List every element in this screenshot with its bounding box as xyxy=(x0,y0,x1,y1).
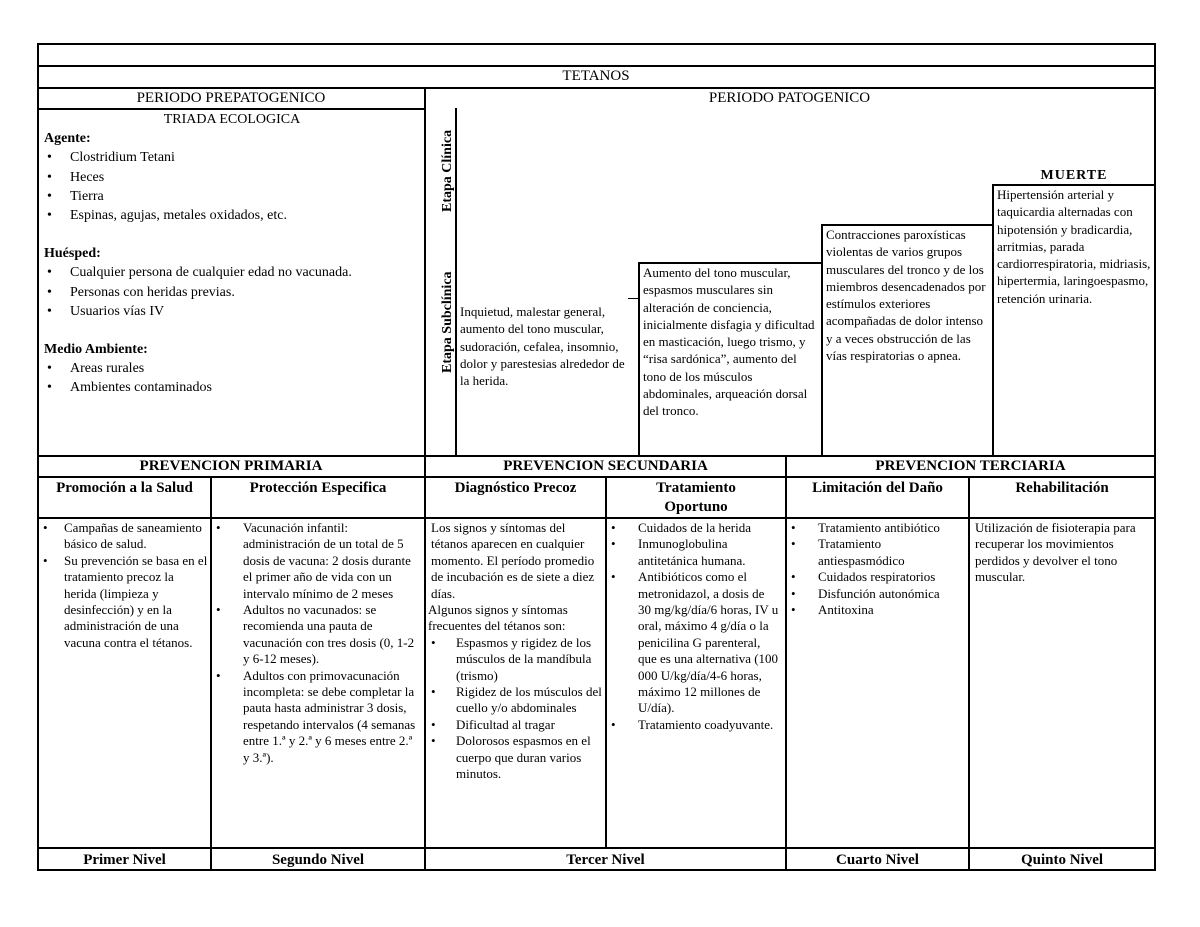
list-item: • Personas con heridas previas. xyxy=(44,283,420,302)
list-item: • Adultos no vacunados: se recomienda una pauta de vacunación con tres dosis (0, 1-2 y 6-12 meses). xyxy=(213,602,416,668)
etapa-clinica-label: Etapa Clínica xyxy=(440,129,455,212)
huesped-list xyxy=(44,263,420,321)
list-item: • Campañas de saneamiento básico de salud. xyxy=(40,520,208,553)
huesped-label: Huésped: xyxy=(44,246,101,262)
periodo-patogenico-header: PERIODO PATOGENICO xyxy=(708,90,871,106)
stage-2-text: Aumento del tono muscular, espasmos musculares sin alteración de conciencia, inicialmente disfagia y dificultad en masticación, luego trismo, y “risa sardónica”, aumento del tono de los músculos abdominales, arqueación dorsal del tronco. xyxy=(643,265,815,419)
list-item: • Vacunación infantil: administración de un total de 5 dosis de vacuna: 2 dosis durante el primer año de vida con un intervalo mínimo de 2 meses xyxy=(213,520,416,602)
list-item: • Clostridium Tetani xyxy=(44,148,420,167)
list-item: • Rigidez de los músculos del cuello y/o abdominales xyxy=(428,684,603,717)
col-proteccion-header: Protección Especifica xyxy=(249,480,387,496)
col-promocion-header: Promoción a la Salud xyxy=(56,480,193,496)
periodo-prepatogenico-header: PERIODO PREPATOGENICO xyxy=(136,90,326,106)
col-diagnostico-header: Diagnóstico Precoz xyxy=(454,480,577,496)
stage-3-text: Contracciones paroxísticas violentas de varios grupos musculares del tronco y de los miembros desencadenados por estímulos exteriores acompañadas de dolor intenso y a veces obstrucción de las vías respiratorias o apnea. xyxy=(826,227,986,364)
list-item: • Dolorosos espasmos en el cuerpo que duran varios minutos. xyxy=(428,733,603,782)
list-item: • Espasmos y rigidez de los músculos de la mandíbula (trismo) xyxy=(428,635,603,684)
list-item: • Antibióticos como el metronidazol, a dosis de 30 mg/kg/día/6 horas, IV u oral, máximo 4 g/día o la penicilina G parenteral, que es una alternativa (100 000 U/kg/día/4-6 horas, máximo 12 millones de U/día). xyxy=(608,569,780,717)
ambiente-label: Medio Ambiente: xyxy=(44,342,148,358)
tratamiento-content xyxy=(608,520,784,733)
list-item: • Espinas, agujas, metales oxidados, etc. xyxy=(44,206,420,225)
prevencion-terciaria-header: PREVENCION TERCIARIA xyxy=(875,458,1066,474)
nivel-cuarto: Cuarto Nivel xyxy=(836,852,919,868)
diagnostico-intro: Los signos y síntomas del tétanos aparecen en cualquier momento. El período promedio de incubación es de siete a diez días. xyxy=(431,520,595,601)
list-item: • Tratamiento antibiótico xyxy=(788,520,966,536)
agente-label: Agente: xyxy=(44,131,91,147)
list-item: • Areas rurales xyxy=(44,359,420,378)
list-item: • Su prevención se basa en el tratamiento precoz la herida (limpieza y desinfección) y en la administración de una vacuna contra el tétanos. xyxy=(40,553,208,651)
list-item: • Dificultad al tragar xyxy=(428,717,603,733)
list-item: • Cualquier persona de cualquier edad no vacunada. xyxy=(44,263,420,282)
diagnostico-content xyxy=(428,520,603,783)
muerte-label: MUERTE xyxy=(1040,168,1108,183)
ambiente-list xyxy=(44,359,420,397)
nivel-primer: Primer Nivel xyxy=(83,852,166,868)
col-tratamiento-header: Tratamiento Oportuno xyxy=(656,480,736,515)
list-item: • Heces xyxy=(44,168,420,187)
triad-title: TRIADA ECOLOGICA xyxy=(163,112,301,127)
etapa-subclinica-label: Etapa Subclínica xyxy=(440,271,455,373)
list-item: • Ambientes contaminados xyxy=(44,378,420,397)
limitacion-content xyxy=(788,520,966,618)
stage-4-text: Hipertensión arterial y taquicardia alternadas con hipotensión y bradicardia, arritmias, parada cardiorrespiratoria, midriasis, hipertermia, laringoespasmo, retención urinaria. xyxy=(997,187,1151,306)
list-item: • Antitoxina xyxy=(788,602,966,618)
diagnostico-intro-2: Algunos signos y síntomas frecuentes del tétanos son: xyxy=(428,602,568,634)
prevencion-primaria-header: PREVENCION PRIMARIA xyxy=(139,458,323,474)
list-item: • Tratamiento coadyuvante. xyxy=(608,717,780,733)
proteccion-content xyxy=(213,520,422,766)
nivel-tercer: Tercer Nivel xyxy=(566,852,645,868)
list-item: • Inmunoglobulina antitetánica humana. xyxy=(608,536,780,569)
list-item: • Cuidados respiratorios xyxy=(788,569,966,585)
agente-list xyxy=(44,148,420,225)
list-item: • Tratamiento antiespasmódico xyxy=(788,536,966,569)
prepatogenico-content xyxy=(44,110,420,398)
col-limitacion-header: Limitación del Daño xyxy=(812,480,943,496)
list-item: • Adultos con primovacunación incompleta: se debe completar la pauta hasta administrar 3 dosis, respetando intervalos (4 semanas entre 1.ª y 2.ª y 6 meses entre 2.ª y 3.ª). xyxy=(213,668,416,766)
list-item: • Cuidados de la herida xyxy=(608,520,780,536)
list-item: • Usuarios vías IV xyxy=(44,302,420,321)
list-item: • Disfunción autonómica xyxy=(788,586,966,602)
col-rehabilitacion-header: Rehabilitación xyxy=(1015,480,1109,496)
nivel-quinto: Quinto Nivel xyxy=(1020,852,1104,868)
list-item: • Tierra xyxy=(44,187,420,206)
stage-subclinica-text: Inquietud, malestar general, aumento del tono muscular, sudoración, cefalea, insomnio, dolor y parestesias alrededor de la herida. xyxy=(460,304,625,389)
nivel-segundo: Segundo Nivel xyxy=(271,852,365,868)
rehabilitacion-content: Utilización de fisioterapia para recuperar los movimientos perdidos y devolver el tono muscular. xyxy=(975,520,1136,585)
promocion-content xyxy=(40,520,208,651)
prevencion-secundaria-header: PREVENCION SECUNDARIA xyxy=(503,458,708,474)
document-title: TETANOS xyxy=(562,68,630,84)
